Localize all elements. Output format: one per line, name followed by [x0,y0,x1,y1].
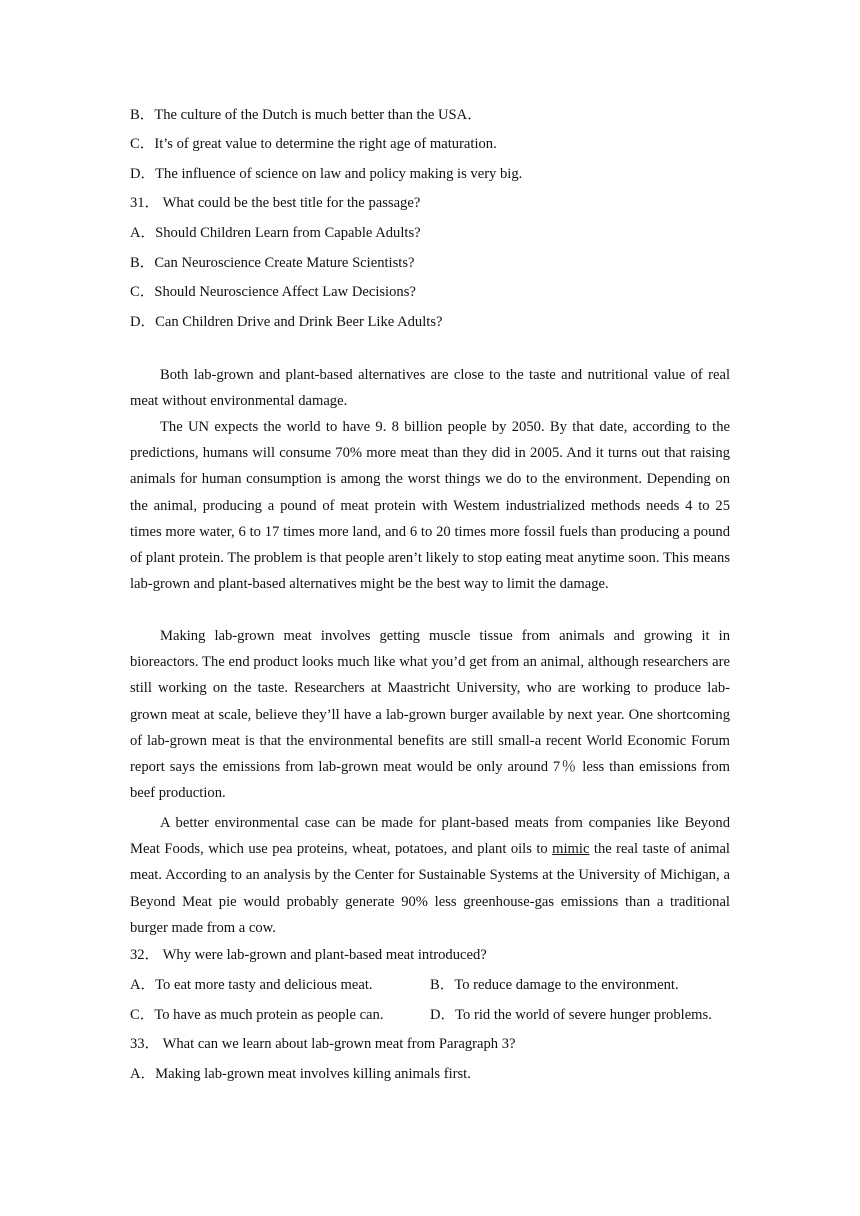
passage-paragraph-1: Both lab-grown and plant-based alternatives are close to the taste and nutritional value of real meat without environmental damage. [130,367,730,410]
q30-option-c: C．It’s of great value to determine the right age of maturation. [130,136,497,152]
q32-option-a: A．To eat more tasty and delicious meat. [130,977,373,993]
q30-option-d: D．The influence of science on law and policy making is very big. [130,166,523,182]
q31-option-b: B．Can Neuroscience Create Mature Scientists? [130,255,415,271]
q31-question: 31． What could be the best title for the passage? [130,195,421,211]
q33-question: 33． What can we learn about lab-grown meat from Paragraph 3? [130,1036,516,1052]
q32-option-d: D．To rid the world of severe hunger problems. [430,1007,712,1023]
underlined-word-mimic: mimic [552,841,590,858]
passage-paragraph-3: Making lab-grown meat involves getting muscle tissue from animals and growing it in bioreactors. The end product looks much like what you’d get from an animal, although researchers are still working on the taste. Researchers at Maastricht University, who are working to produce lab-grown meat at scale, believe they’ll have a lab-grown burger available by next year. One shortcoming of lab-grown meat is that the environmental benefits are still small-a recent World Economic Forum report says the emissions from lab-grown meat would be only around 7％ less than emissions from beef production. [130,628,730,802]
q33-option-a: A．Making lab-grown meat involves killing animals first. [130,1066,471,1082]
passage-paragraph-2: The UN expects the world to have 9. 8 billion people by 2050. By that date, according to the predictions, humans will consume 70% more meat than they did in 2005. And it turns out that raising animals for human consumption is among the worst things we do to the environment. Depending on the animal, producing a pound of meat protein with Westem industrialized methods needs 4 to 25 times more water, 6 to 17 times more land, and 6 to 20 times more fossil fuels than producing a pound of plant protein. The problem is that people aren’t likely to stop eating meat anytime soon. This means lab-grown and plant-based alternatives might be the best way to limit the damage. [130,419,730,593]
passage-paragraph-4: A better environmental case can be made for plant-based meats from companies like Beyond Meat Foods, which use pea proteins, wheat, potatoes, and plant oils to mimic the real taste of animal meat. According to an analysis by the Center for Sustainable Systems at the University of Michigan, a Beyond Meat pie would probably generate 90% less greenhouse-gas emissions than a traditional burger made from a cow. [130,815,730,936]
q32-option-c: C．To have as much protein as people can. [130,1007,384,1023]
q31-option-d: D．Can Children Drive and Drink Beer Like Adults? [130,314,443,330]
q32-question: 32． Why were lab-grown and plant-based meat introduced? [130,947,487,963]
q31-option-c: C．Should Neuroscience Affect Law Decisions? [130,284,416,300]
q31-option-a: A．Should Children Learn from Capable Adults? [130,225,421,241]
q30-option-b: B．The culture of the Dutch is much better than the USA． [130,107,482,123]
q32-option-b: B．To reduce damage to the environment. [430,977,679,993]
